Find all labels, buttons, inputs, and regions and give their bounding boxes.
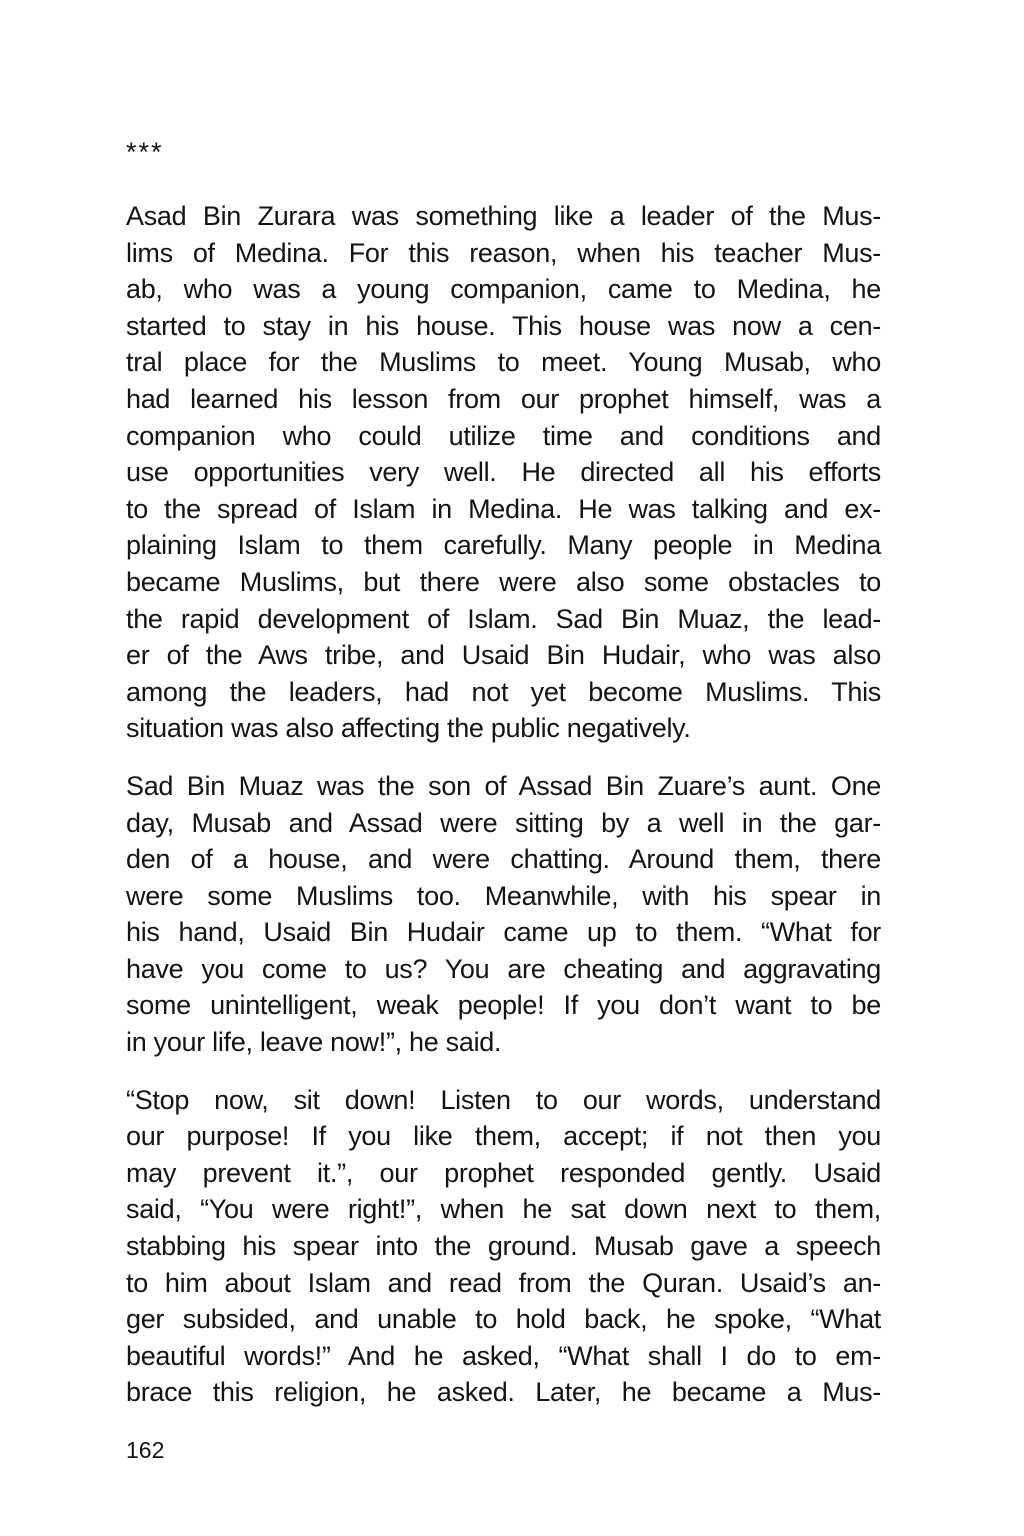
text-line: our purpose! If you like them, accept; if not then you — [126, 1121, 881, 1152]
paragraph — [126, 198, 881, 747]
text-line: use opportunities very well. He directed all his efforts — [126, 457, 881, 488]
text-line: his hand, Usaid Bin Hudair came up to them. “What for — [126, 917, 881, 948]
text-line: may prevent it.”, our prophet responded gently. Usaid — [126, 1157, 881, 1188]
text-line: in your life, leave now!”, he said. — [126, 1027, 502, 1058]
text-line: to the spread of Islam in Medina. He was talking and ex- — [126, 493, 881, 524]
text-line: Sad Bin Muaz was the son of Assad Bin Zuare’s aunt. One — [126, 770, 881, 801]
text-line: plaining Islam to them carefully. Many people in Medina — [126, 530, 881, 561]
text-line: den of a house, and were chatting. Around them, there — [126, 844, 881, 875]
paragraph — [126, 768, 881, 1061]
text-line: ab, who was a young companion, came to Medina, he — [126, 274, 881, 305]
text-line: day, Musab and Assad were sitting by a well in the gar- — [126, 807, 881, 838]
text-line: companion who could utilize time and conditions and — [126, 420, 881, 451]
text-line: were some Muslims too. Meanwhile, with his spear in — [126, 880, 881, 911]
text-line: started to stay in his house. This house was now a cen- — [126, 310, 881, 341]
text-line: beautiful words!” And he asked, “What shall I do to em- — [126, 1340, 881, 1371]
paragraph — [126, 1082, 881, 1411]
text-line: the rapid development of Islam. Sad Bin Muaz, the lead- — [126, 603, 881, 634]
text-line: have you come to us? You are cheating and aggravating — [126, 953, 881, 984]
text-line: stabbing his spear into the ground. Musab gave a speech — [126, 1231, 881, 1262]
text-line: situation was also affecting the public negatively. — [126, 713, 691, 744]
text-line: “Stop now, sit down! Listen to our words, understand — [126, 1084, 881, 1115]
text-line: to him about Islam and read from the Quran. Usaid’s an- — [126, 1267, 881, 1298]
text-line: Asad Bin Zurara was something like a leader of the Mus- — [126, 201, 881, 231]
text-line: became Muslims, but there were also some obstacles to — [126, 566, 881, 597]
text-line: brace this religion, he asked. Later, he became a Mus- — [126, 1377, 881, 1408]
text-line: er of the Aws tribe, and Usaid Bin Hudair, who was also — [126, 640, 881, 671]
text-line: some unintelligent, weak people! If you don’t want to be — [126, 990, 881, 1021]
page-number: 162 — [126, 1437, 165, 1463]
text-line: lims of Medina. For this reason, when his teacher Mus- — [126, 237, 881, 268]
text-line: said, “You were right!”, when he sat down next to them, — [126, 1194, 881, 1225]
paragraphs — [126, 198, 881, 1411]
text-line: had learned his lesson from our prophet himself, was a — [126, 383, 881, 414]
text-line: tral place for the Muslims to meet. Young Musab, who — [126, 347, 881, 378]
section-divider: *** — [126, 137, 164, 167]
text-line: ger subsided, and unable to hold back, he spoke, “What — [126, 1304, 881, 1335]
text-line: among the leaders, had not yet become Muslims. This — [126, 676, 881, 707]
